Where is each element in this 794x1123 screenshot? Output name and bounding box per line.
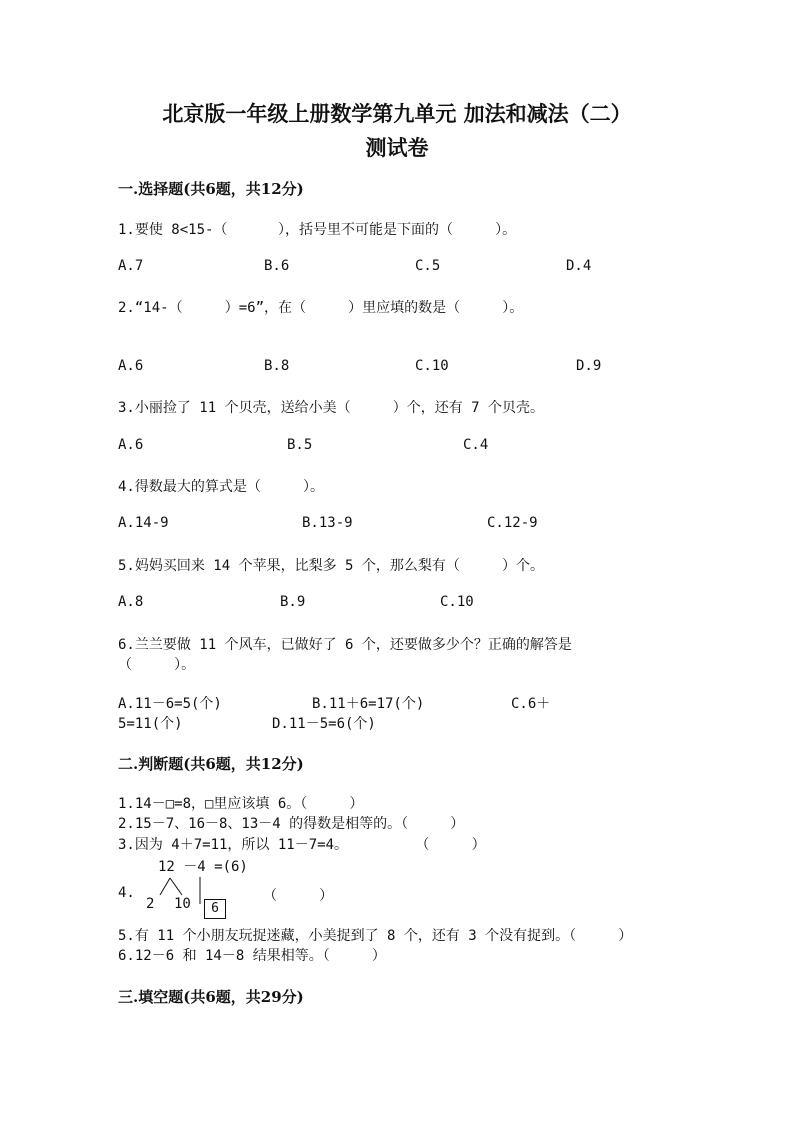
judge-item-2: 2.15－7、16－8、13－4 的得数是相等的。（ ） [118,816,465,832]
section-1-heading: 一.选择题(共6题，共12分) [118,180,304,198]
q6-option-a: A.11－6=5(个) [118,696,222,712]
q2-text: 2.“14-（ ）=6”，在（ ）里应填的数是（ ）。 [118,300,524,316]
q4-option-b: B.13-9 [302,515,353,531]
judge-item-4-paren: （ ） [263,888,334,904]
q6-option-c: C.6＋ [511,696,551,712]
q6-option-c-cont: 5=11(个) [118,716,183,732]
judge-item-4-answer-box: 6 [204,899,226,919]
q1-option-b: B.6 [264,258,290,274]
q1-text: 1.要使 8<15-（ ），括号里不可能是下面的（ ）。 [118,222,517,238]
q3-option-c: C.4 [463,437,489,453]
title-line-2: 测试卷 [365,135,429,160]
judge-item-1: 1.14－□=8，□里应该填 6。（ ） [118,796,364,812]
q2-option-b: B.8 [264,358,290,374]
judge-item-5: 5.有 11 个小朋友玩捉迷藏，小美捉到了 8 个，还有 3 个没有捉到。（ ） [118,928,633,944]
section-2-heading: 二.判断题(共6题，共12分) [118,755,304,773]
q4-text: 4.得数最大的算式是（ ）。 [118,479,325,495]
q4-option-a: A.14-9 [118,515,169,531]
q3-option-a: A.6 [118,437,144,453]
judge-item-4-left-part: 2 [146,896,155,912]
q1-option-c: C.5 [415,258,441,274]
q2-option-a: A.6 [118,358,144,374]
q5-text: 5.妈妈买回来 14 个苹果，比梨多 5 个，那么梨有（ ）个。 [118,558,545,574]
split-line-right [170,878,182,895]
q5-option-b: B.9 [280,594,306,610]
q3-text: 3.小丽捡了 11 个贝壳，送给小美（ ）个，还有 7 个贝壳。 [118,400,545,416]
section-3-heading: 三.填空题(共6题，共29分) [118,988,304,1006]
judge-item-4-diagram [118,852,448,922]
q2-option-c: C.10 [415,358,449,374]
judge-item-4-number: 4. [118,885,135,901]
q2-option-d: D.9 [576,358,602,374]
q1-option-d: D.4 [566,258,592,274]
q4-option-c: C.12-9 [487,515,538,531]
judge-item-6: 6.12－6 和 14－8 结果相等。（ ） [118,948,386,964]
split-line-left [160,878,170,895]
title-line-1: 北京版一年级上册数学第九单元 加法和减法（二） [162,101,632,126]
q5-option-c: C.10 [440,594,474,610]
q6-option-d: D.11－5=6(个) [272,716,376,732]
q6-text-line-2: （ ）。 [118,657,196,673]
q5-option-a: A.8 [118,594,144,610]
judge-item-4-right-part: 10 [174,896,191,912]
q1-option-a: A.7 [118,258,144,274]
q3-option-b: B.5 [287,437,313,453]
q6-option-b: B.11＋6=17(个) [312,696,425,712]
judge-item-4-expression: 12 －4 =(6) [158,859,248,875]
q6-text-line-1: 6.兰兰要做 11 个风车，已做好了 6 个，还要做多少个？正确的解答是 [118,637,572,653]
judge-item-3: 3.因为 4＋7=11，所以 11－7=4。 （ ） [118,837,486,853]
